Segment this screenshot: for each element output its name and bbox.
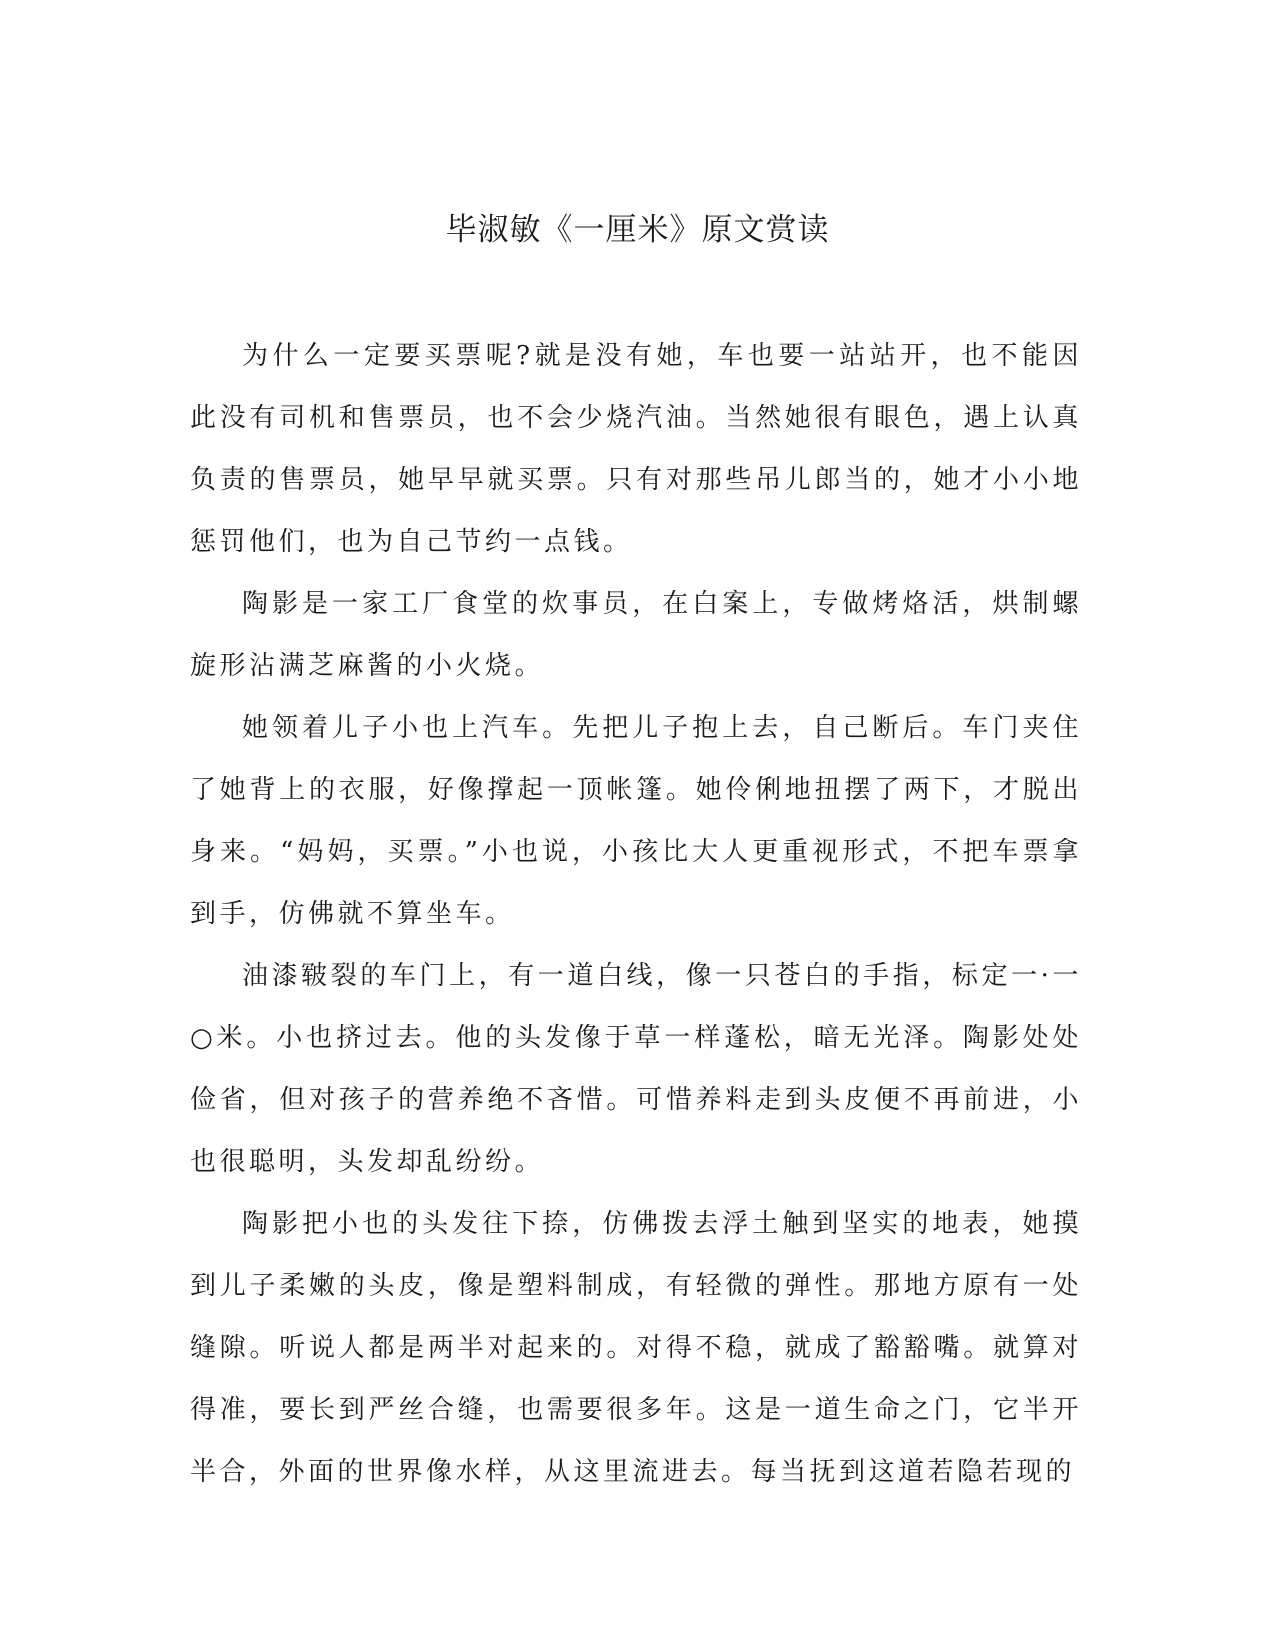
paragraph: 她领着儿子小也上汽车。先把儿子抱上去，自己断后。车门夹住了她背上的衣服，好像撑起一顶帐篷。她伶俐地扭摆了两下，才脱出身来。“妈妈，买票。”小也说，小孩比大人更重视形式，不把车票拿到手，仿佛就不算坐车。 [190,713,1082,929]
paragraph: 油漆皲裂的车门上，有一道白线，像一只苍白的手指，标定一·一○米。小也挤过去。他的头发像于草一样蓬松，暗无光泽。陶影处处俭省，但对孩子的营养绝不吝惜。可惜养料走到头皮便不再前进，小也很聪明，头发却乱纷纷。 [190,961,1082,1177]
paragraph: 为什么一定要买票呢?就是没有她，车也要一站站开，也不能因此没有司机和售票员，也不会少烧汽油。当然她很有眼色，遇上认真负责的售票员，她早早就买票。只有对那些吊儿郎当的，她才小小地惩罚他们，也为自己节约一点钱。 [190,341,1082,557]
paragraph: 陶影把小也的头发往下捺，仿佛拨去浮土触到坚实的地表，她摸到儿子柔嫩的头皮，像是塑料制成，有轻微的弹性。那地方原有一处缝隙。听说人都是两半对起来的。对得不稳，就成了豁豁嘴。就算对得准，要长到严丝合缝，也需要很多年。这是一道生命之门，它半开半合，外面的世界像水样，从这里流进去。每当抚到这道若隐若现的 [190,1209,1082,1487]
paragraph: 陶影是一家工厂食堂的炊事员，在白案上，专做烤烙活，烘制螺旋形沾满芝麻酱的小火烧。 [190,589,1082,681]
document-body [190,325,1082,1503]
document-title: 毕淑敏《一厘米》原文赏读 [445,212,830,248]
